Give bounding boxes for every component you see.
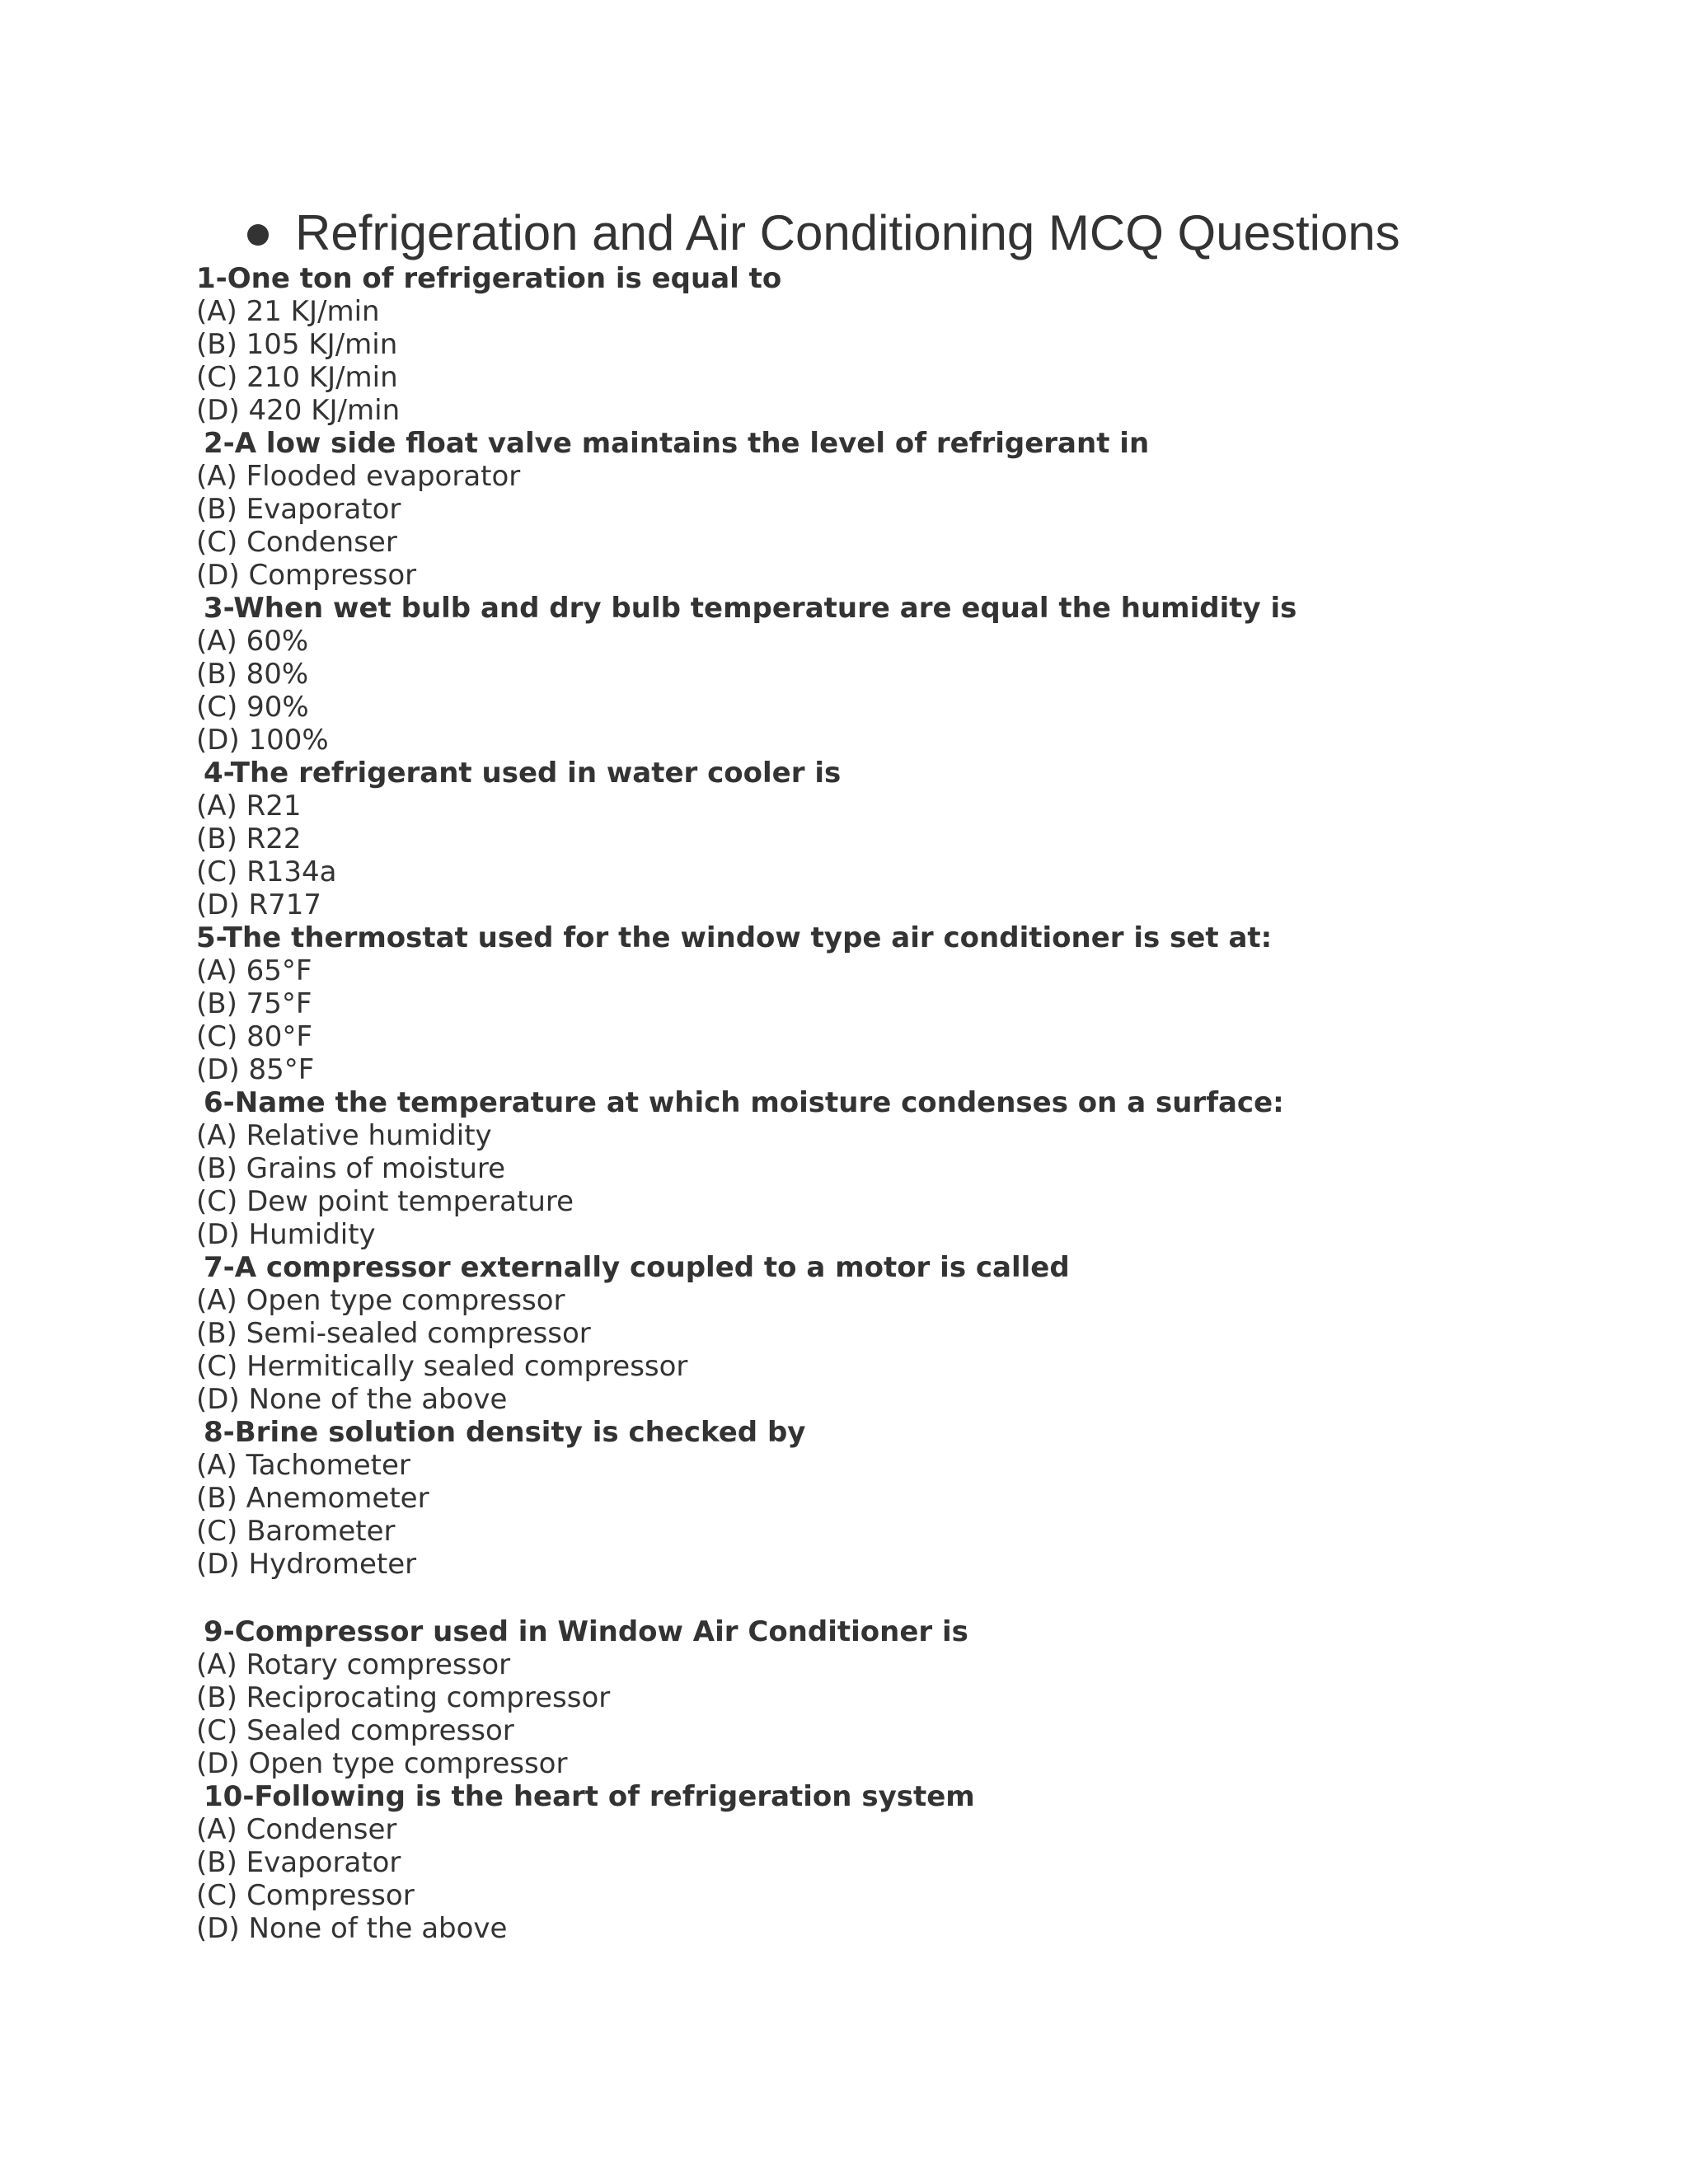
question-block — [196, 262, 1296, 427]
option-text: (D) Humidity — [196, 1218, 376, 1251]
bullet-icon — [247, 224, 269, 246]
option-text: (A) 60% — [196, 625, 309, 658]
option-text: (B) Anemometer — [196, 1482, 429, 1515]
option-text: (C) 80°F — [196, 1020, 312, 1053]
option-text: (C) 210 KJ/min — [196, 361, 398, 394]
question-text: 4-The refrigerant used in water cooler is — [204, 757, 842, 790]
option-text: (A) 21 KJ/min — [196, 295, 380, 328]
option-text: (D) Open type compressor — [196, 1747, 568, 1780]
question-block — [196, 1251, 1296, 1416]
option-text: (D) None of the above — [196, 1383, 508, 1416]
option-text: (B) 80% — [196, 658, 309, 691]
option-text: (D) None of the above — [196, 1912, 508, 1945]
question-text: 2-A low side float valve maintains the level of refrigerant in — [204, 427, 1150, 460]
option-text: (A) Flooded evaporator — [196, 460, 521, 493]
option-text: (D) Compressor — [196, 559, 417, 592]
question-text: 7-A compressor externally coupled to a motor is called — [204, 1251, 1070, 1284]
question-text: 5-The thermostat used for the window type air conditioner is set at: — [196, 921, 1273, 954]
option-text: (A) Relative humidity — [196, 1119, 492, 1152]
question-block — [196, 1416, 1296, 1581]
question-text: 10-Following is the heart of refrigeration system — [204, 1780, 975, 1813]
option-text: (C) Dew point temperature — [196, 1185, 574, 1218]
question-block — [196, 1615, 1296, 1780]
question-text: 9-Compressor used in Window Air Conditioner is — [204, 1615, 968, 1648]
question-block — [196, 1780, 1296, 1945]
option-text: (B) Semi-sealed compressor — [196, 1317, 591, 1350]
option-text: (B) R22 — [196, 823, 302, 855]
option-text: (C) 90% — [196, 691, 309, 724]
question-list — [196, 262, 1296, 1945]
option-text: (D) Hydrometer — [196, 1548, 417, 1581]
option-text: (A) Open type compressor — [196, 1284, 565, 1317]
option-text: (B) Evaporator — [196, 1846, 401, 1879]
option-text: (B) Grains of moisture — [196, 1152, 506, 1185]
question-block — [196, 921, 1296, 1086]
option-text: (A) 65°F — [196, 954, 312, 987]
option-text: (C) Barometer — [196, 1515, 396, 1548]
question-text: 8-Brine solution density is checked by — [204, 1416, 806, 1449]
option-text: (C) Hermitically sealed compressor — [196, 1350, 688, 1383]
question-block — [196, 1086, 1296, 1251]
blank-line — [196, 1581, 1296, 1615]
option-text: (D) 85°F — [196, 1053, 315, 1086]
option-text: (D) 420 KJ/min — [196, 394, 401, 427]
question-text: 1-One ton of refrigeration is equal to — [196, 262, 782, 295]
option-text: (C) Compressor — [196, 1879, 415, 1912]
question-block — [196, 757, 1296, 921]
option-text: (A) Tachometer — [196, 1449, 410, 1482]
option-text: (B) Reciprocating compressor — [196, 1681, 611, 1714]
option-text: (B) 105 KJ/min — [196, 328, 398, 361]
option-text: (D) R717 — [196, 888, 322, 921]
option-text: (C) R134a — [196, 855, 337, 888]
question-text: 6-Name the temperature at which moisture condenses on a surface: — [204, 1086, 1284, 1119]
option-text: (B) 75°F — [196, 987, 312, 1020]
option-text: (C) Condenser — [196, 526, 397, 559]
option-text: (D) 100% — [196, 724, 329, 757]
option-text: (A) Condenser — [196, 1813, 397, 1846]
option-text: (B) Evaporator — [196, 493, 401, 526]
question-block — [196, 427, 1296, 592]
option-text: (C) Sealed compressor — [196, 1714, 514, 1747]
question-block — [196, 592, 1296, 757]
title-text: Refrigeration and Air Conditioning MCQ Questions — [295, 205, 1400, 260]
document-title — [247, 204, 1400, 262]
option-text: (A) R21 — [196, 790, 302, 823]
option-text: (A) Rotary compressor — [196, 1648, 511, 1681]
question-text: 3-When wet bulb and dry bulb temperature are equal the humidity is — [204, 592, 1297, 625]
